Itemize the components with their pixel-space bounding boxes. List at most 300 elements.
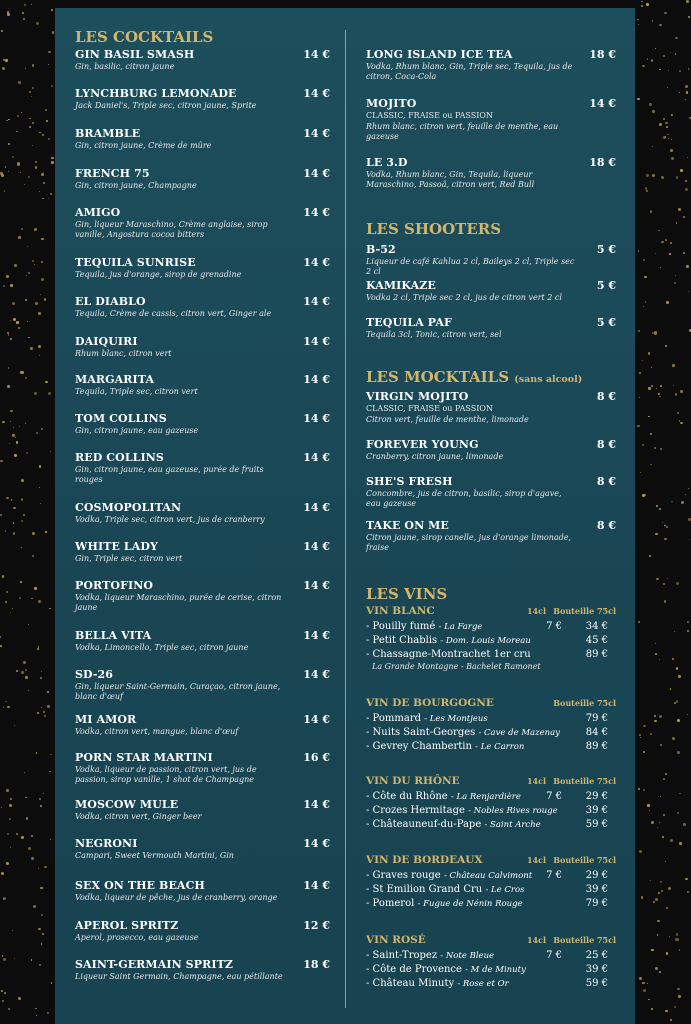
mocktail-price: 8 € — [596, 519, 616, 532]
gold-speck — [3, 958, 6, 961]
wine-name — [366, 712, 488, 726]
mocktail-description: Citron vert, feuille de menthe, limonade — [366, 415, 529, 424]
gold-speck — [675, 393, 678, 396]
gold-speck — [649, 555, 651, 557]
gold-speck — [669, 253, 671, 255]
gold-speck — [6, 275, 9, 278]
vins-title: LES VINS — [366, 585, 448, 603]
gold-speck — [31, 96, 32, 97]
wine-row — [366, 620, 616, 633]
gold-speck — [12, 930, 13, 931]
shooter-item — [366, 243, 616, 277]
gold-speck — [651, 1008, 653, 1010]
gold-speck — [650, 433, 652, 435]
cocktail-description: Tequila, jus d'orange, sirop de grenadine — [75, 270, 242, 279]
gold-speck — [10, 284, 13, 287]
gold-speck — [8, 1008, 10, 1010]
gold-speck — [8, 143, 10, 145]
gold-speck — [653, 901, 655, 903]
wine-name — [366, 648, 531, 661]
cocktail-description: Vodka, citron vert, mangue, blanc d'œuf — [75, 727, 239, 736]
cocktail-price: 14 € — [303, 127, 330, 140]
gold-speck — [638, 330, 640, 332]
wine-group-rose — [366, 934, 616, 989]
gold-speck — [683, 823, 686, 826]
cocktail-name: SAINT-GERMAIN SPRITZ — [75, 958, 233, 971]
gold-speck — [16, 321, 19, 324]
gold-speck — [664, 600, 667, 603]
shooter-name: B-52 — [366, 243, 396, 256]
gold-speck — [25, 676, 27, 678]
gold-speck — [660, 267, 661, 268]
gold-speck — [644, 276, 647, 279]
gold-speck — [643, 306, 644, 307]
gold-speck — [0, 636, 1, 637]
gold-speck — [662, 522, 663, 523]
cocktail-name: NEGRONI — [75, 837, 138, 850]
wine-row — [366, 963, 616, 976]
gold-speck — [12, 302, 15, 305]
wine-price-75cl: 45 € — [585, 635, 608, 646]
gold-speck — [40, 294, 41, 295]
gold-speck — [4, 992, 6, 994]
gold-speck — [639, 850, 642, 853]
gold-speck — [6, 591, 8, 593]
gold-speck — [671, 501, 672, 502]
gold-speck — [658, 230, 660, 232]
gold-speck — [649, 810, 650, 811]
cocktail-description: Vodka, Limoncello, Triple sec, citron jaune — [75, 643, 249, 652]
gold-speck — [648, 999, 650, 1001]
gold-speck — [655, 898, 658, 901]
wine-group-blanc — [366, 605, 616, 671]
gold-speck — [32, 555, 34, 557]
shooter-price: 5 € — [596, 316, 616, 329]
gold-speck — [641, 1, 643, 3]
wine-price-75cl: 59 € — [585, 978, 608, 989]
cocktail-price: 18 € — [589, 48, 616, 61]
gold-speck — [10, 320, 11, 321]
wine-producer: - Nobles Rives rouge — [468, 806, 558, 816]
cocktail-name: MOJITO — [366, 97, 417, 110]
gold-speck — [28, 176, 30, 178]
cocktail-item — [75, 579, 330, 613]
wine-producer: - Note Bleue — [440, 951, 495, 961]
gold-speck — [42, 198, 43, 199]
cocktail-name: PORN STAR MARTINI — [75, 751, 213, 764]
mocktails-title — [366, 368, 616, 389]
cocktail-price: 14 € — [589, 97, 616, 110]
shooters-title: LES SHOOTERS — [366, 220, 502, 238]
gold-speck — [680, 390, 683, 393]
cocktail-name: GIN BASIL SMASH — [75, 48, 195, 61]
gold-speck — [685, 878, 688, 881]
wine-group-rhone — [366, 775, 616, 830]
gold-speck — [688, 68, 690, 70]
gold-speck — [646, 3, 649, 6]
wine-price-75cl: 89 € — [585, 741, 608, 752]
cocktail-item — [75, 958, 330, 982]
gold-speck — [3, 707, 4, 708]
cocktail-name: TEQUILA SUNRISE — [75, 256, 196, 269]
cocktail-description: Vodka, Triple sec, citron vert, jus de cranberry — [75, 515, 265, 524]
gold-speck — [676, 582, 679, 585]
gold-speck — [647, 983, 649, 985]
gold-speck — [655, 653, 657, 655]
col-header-75cl: Bouteille 75cl — [553, 698, 616, 708]
gold-speck — [36, 1015, 38, 1017]
cocktail-item — [75, 919, 330, 943]
cocktail-name: SEX ON THE BEACH — [75, 879, 205, 892]
gold-speck — [638, 788, 640, 790]
gold-speck — [646, 174, 649, 177]
wine-label: - Châteauneuf-du-Pape — [366, 819, 482, 830]
gold-speck — [44, 866, 47, 869]
gold-speck — [25, 299, 26, 300]
cocktail-description: Vodka, liqueur Maraschino, purée de cerise, citron jaune — [75, 593, 282, 612]
wine-label: - Gevrey Chambertin — [366, 741, 472, 752]
cocktail-price: 14 € — [303, 167, 330, 180]
wine-producer: - Le Cros — [485, 885, 525, 895]
gold-speck — [641, 5, 643, 7]
gold-speck — [37, 712, 39, 714]
cocktail-item — [366, 97, 616, 142]
gold-speck — [28, 847, 31, 850]
gold-speck — [667, 134, 669, 136]
cocktail-item — [75, 501, 330, 525]
gold-speck — [45, 531, 46, 532]
wine-row — [366, 818, 616, 831]
wine-label: - Côte du Rhône — [366, 791, 448, 802]
wine-name — [366, 818, 541, 832]
gold-speck — [39, 132, 40, 133]
gold-speck — [25, 377, 27, 379]
gold-speck — [39, 465, 41, 467]
gold-speck — [685, 85, 688, 88]
gold-speck — [29, 91, 31, 93]
cocktail-description: Gin, liqueur Saint-Germain, Curaçao, citron jaune, blanc d'œuf — [75, 682, 281, 701]
gold-speck — [49, 771, 50, 772]
gold-speck — [12, 156, 14, 158]
cocktail-price: 14 € — [303, 629, 330, 642]
gold-speck — [647, 58, 648, 59]
gold-speck — [36, 432, 38, 434]
wine-label: - Nuits Saint-Georges — [366, 727, 476, 738]
cocktail-name: PORTOFINO — [75, 579, 154, 592]
gold-speck — [38, 928, 41, 931]
wine-group-title: VIN DU RHÔNE — [366, 775, 460, 787]
gold-speck — [677, 412, 679, 414]
gold-speck — [654, 447, 656, 449]
gold-speck — [16, 441, 18, 443]
gold-speck — [651, 367, 652, 368]
gold-speck — [676, 176, 679, 179]
gold-speck — [27, 246, 28, 247]
gold-speck — [1, 872, 4, 875]
gold-speck — [665, 136, 667, 138]
gold-speck — [21, 498, 24, 501]
gold-speck — [16, 131, 17, 132]
gold-speck — [667, 87, 668, 88]
cocktail-name: TOM COLLINS — [75, 412, 167, 425]
cocktail-price: 14 € — [303, 48, 330, 61]
gold-speck — [5, 601, 7, 603]
gold-speck — [685, 180, 687, 182]
wine-row — [366, 949, 616, 962]
cocktail-price: 14 € — [303, 879, 330, 892]
gold-speck — [18, 236, 21, 239]
gold-speck — [660, 881, 662, 883]
gold-speck — [5, 701, 6, 702]
gold-speck — [25, 797, 27, 799]
cocktail-price: 18 € — [303, 958, 330, 971]
cocktail-item — [75, 451, 330, 485]
wine-producer: - Fugue de Nénin Rouge — [417, 899, 523, 909]
gold-speck — [663, 814, 665, 816]
gold-speck — [21, 671, 24, 674]
gold-speck — [680, 422, 682, 424]
gold-speck — [663, 55, 665, 57]
col-header-14cl: 14cl — [526, 935, 546, 945]
gold-speck — [666, 526, 669, 529]
gold-speck — [670, 839, 673, 842]
gold-speck — [644, 494, 646, 496]
gold-speck — [649, 103, 652, 106]
gold-speck — [675, 37, 677, 39]
gold-speck — [37, 648, 39, 650]
gold-speck — [42, 933, 45, 936]
cocktail-item — [366, 156, 616, 190]
gold-speck — [638, 250, 639, 251]
wine-price-14cl: 7 € — [546, 870, 562, 881]
gold-speck — [17, 162, 20, 165]
gold-speck — [41, 671, 42, 672]
gold-speck — [23, 514, 25, 516]
gold-speck — [657, 920, 660, 923]
gold-speck — [14, 958, 15, 959]
cocktail-price: 14 € — [303, 579, 330, 592]
cocktail-description: Gin, citron jaune, Crème de mûre — [75, 141, 212, 150]
gold-speck — [648, 352, 651, 355]
mocktail-price: 8 € — [596, 390, 616, 403]
gold-speck — [666, 126, 668, 128]
gold-speck — [637, 98, 639, 100]
gold-speck — [661, 241, 663, 243]
gold-speck — [652, 110, 655, 113]
gold-speck — [25, 423, 26, 424]
cocktail-item — [75, 629, 330, 653]
cocktail-price: 18 € — [589, 156, 616, 169]
gold-speck — [11, 499, 12, 500]
gold-speck — [659, 123, 662, 126]
wine-producer: - La Farge — [438, 622, 483, 632]
cocktail-item — [75, 713, 330, 737]
gold-speck — [34, 228, 37, 231]
gold-speck — [2, 67, 5, 70]
gold-speck — [677, 812, 680, 815]
gold-speck — [12, 608, 13, 609]
gold-speck — [0, 460, 3, 463]
gold-speck — [26, 275, 27, 276]
gold-speck — [663, 118, 665, 120]
gold-speck — [655, 253, 657, 255]
cocktail-price: 14 € — [303, 295, 330, 308]
cocktail-price: 14 € — [303, 87, 330, 100]
gold-speck — [678, 675, 681, 678]
cocktail-item — [75, 335, 330, 359]
gold-speck — [35, 166, 38, 169]
gold-speck — [672, 737, 675, 740]
gold-speck — [689, 539, 690, 540]
gold-speck — [21, 112, 22, 113]
gold-speck — [41, 261, 43, 263]
gold-speck — [646, 190, 648, 192]
cocktail-description: Rhum blanc, citron vert — [75, 349, 172, 358]
gold-speck — [51, 9, 53, 11]
gold-speck — [2, 421, 4, 423]
wine-price-14cl: 7 € — [546, 621, 562, 632]
wine-price-75cl: 29 € — [585, 870, 608, 881]
gold-speck — [685, 494, 686, 495]
column-divider — [345, 30, 346, 1008]
gold-speck — [652, 146, 653, 147]
gold-speck — [675, 938, 678, 941]
shooter-name: TEQUILA PAF — [366, 316, 452, 329]
cocktail-item — [75, 87, 330, 111]
cocktail-price: 14 € — [303, 501, 330, 514]
cocktails-title: LES COCKTAILS — [75, 28, 214, 46]
wine-row — [366, 869, 616, 882]
gold-speck — [689, 117, 691, 119]
gold-speck — [668, 138, 670, 140]
gold-speck — [639, 372, 641, 374]
wine-name — [366, 869, 532, 883]
mocktail-item — [366, 475, 616, 509]
cocktail-name: FRENCH 75 — [75, 167, 150, 180]
gold-speck — [665, 1010, 667, 1012]
gold-speck — [16, 670, 18, 672]
gold-speck — [38, 600, 41, 603]
gold-speck — [22, 12, 24, 14]
wine-price-14cl: 7 € — [546, 791, 562, 802]
col-header-14cl: 14cl — [526, 606, 546, 616]
gold-speck — [45, 381, 47, 383]
gold-speck — [7, 385, 10, 388]
gold-speck — [41, 278, 44, 281]
gold-speck — [652, 20, 654, 22]
cocktail-description: Rhum blanc, citron vert, feuille de menthe, eau gazeuse — [366, 122, 559, 141]
gold-speck — [32, 260, 34, 262]
gold-speck — [685, 99, 686, 100]
gold-speck — [643, 725, 645, 727]
wine-row — [366, 740, 616, 753]
wine-price-75cl: 89 € — [585, 649, 608, 660]
gold-speck — [45, 109, 47, 111]
gold-speck — [31, 598, 32, 599]
wine-name — [366, 804, 558, 818]
gold-speck — [2, 955, 4, 957]
wine-group-title: VIN ROSÉ — [366, 934, 426, 946]
wine-name — [366, 620, 482, 634]
col-header-75cl: Bouteille 75cl — [553, 855, 616, 865]
wine-name — [366, 949, 494, 963]
gold-speck — [44, 298, 47, 301]
shooter-description: Liqueur de café Kahlua 2 cl, Baileys 2 cl, Triple sec 2 cl — [366, 257, 575, 276]
gold-speck — [8, 367, 10, 369]
wine-label: - Pomerol — [366, 898, 415, 909]
wine-label: - Petit Chablis — [366, 635, 438, 646]
gold-speck — [655, 533, 657, 535]
wine-row — [366, 648, 616, 661]
gold-speck — [9, 443, 10, 444]
cocktail-description: Liqueur Saint Germain, Champagne, eau pétillante — [75, 972, 283, 981]
gold-speck — [674, 702, 676, 704]
gold-speck — [40, 805, 42, 807]
gold-speck — [676, 933, 679, 936]
gold-speck — [41, 943, 43, 945]
gold-speck — [40, 887, 43, 890]
gold-speck — [50, 193, 52, 195]
gold-speck — [10, 410, 12, 412]
mocktail-description: Cranberry, citron jaune, limonade — [366, 452, 504, 461]
cocktail-name: EL DIABLO — [75, 295, 146, 308]
wine-price-75cl: 79 € — [585, 713, 608, 724]
cocktail-item — [75, 751, 330, 785]
gold-speck — [688, 488, 689, 489]
gold-speck — [677, 751, 680, 754]
col-header-75cl: Bouteille 75cl — [553, 606, 616, 616]
cocktail-description: Vodka, Rhum blanc, Gin, Triple sec, Tequila, jus de citron, Coca-Cola — [366, 62, 573, 81]
gold-speck — [10, 612, 11, 613]
gold-speck — [640, 737, 641, 738]
gold-speck — [673, 385, 674, 386]
gold-speck — [31, 4, 33, 6]
cocktail-item — [75, 48, 330, 72]
mocktail-name: TAKE ON ME — [366, 519, 449, 532]
gold-speck — [47, 691, 49, 693]
gold-speck — [659, 822, 660, 823]
cocktail-price: 14 € — [303, 540, 330, 553]
gold-speck — [647, 804, 650, 807]
wine-row — [366, 634, 616, 647]
cocktail-price: 14 € — [303, 713, 330, 726]
cocktail-price: 14 € — [303, 451, 330, 464]
gold-speck — [640, 472, 641, 473]
gold-speck — [47, 1012, 48, 1013]
gold-speck — [671, 139, 672, 140]
wine-name — [366, 977, 509, 991]
gold-speck — [665, 861, 667, 863]
gold-speck — [18, 81, 21, 84]
gold-speck — [39, 191, 40, 192]
gold-speck — [7, 706, 10, 709]
wine-price-14cl: 7 € — [546, 950, 562, 961]
wine-name — [366, 963, 526, 977]
gold-speck — [683, 216, 685, 218]
gold-speck — [0, 514, 2, 516]
cocktail-item — [75, 256, 330, 280]
gold-speck — [25, 68, 26, 69]
gold-speck — [1, 807, 2, 808]
mocktail-variants: CLASSIC, FRAISE ou PASSION — [366, 404, 493, 413]
gold-speck — [51, 982, 52, 983]
gold-speck — [28, 624, 29, 625]
mocktail-name: FOREVER YOUNG — [366, 438, 479, 451]
cocktail-item — [75, 127, 330, 151]
gold-speck — [2, 575, 5, 578]
wine-label: - Château Minuty — [366, 978, 455, 989]
gold-speck — [650, 210, 653, 213]
